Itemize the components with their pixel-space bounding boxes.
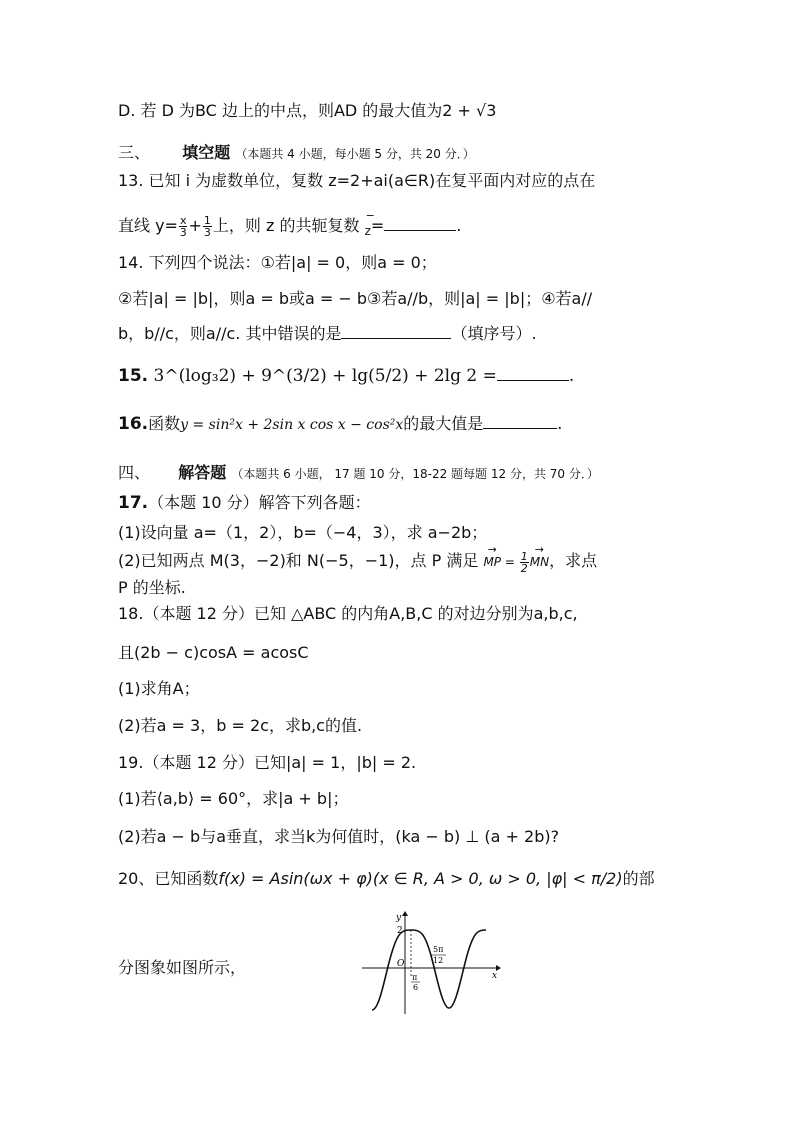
section3-header: 三、 填空题 （本题共 4 小题，每小题 5 分，共 20 分．） — [118, 143, 475, 162]
q20-line1: 20、已知函数f(x) = Asin(ωx + φ)(x ∈ R, A > 0, ω > 0, |φ| < π/2)的部 — [118, 869, 655, 888]
q13-answer-blank[interactable] — [384, 214, 456, 231]
q16: 16.函数y = sin²x + 2sin x cos x − cos²x的最大值是 . — [118, 414, 563, 434]
q14-line3: b，b//c，则a//c. 其中错误的是 （填序号）. — [118, 324, 537, 343]
frac-1-3: $\frac{1}{3}$ — [203, 214, 211, 239]
q17-part2-line2: P 的坐标. — [118, 578, 186, 597]
section3-note: （本题共 4 小题，每小题 5 分，共 20 分．） — [235, 147, 475, 161]
q17-part1: (1)设向量 a=（1，2），b=（−4，3），求 a−2b； — [118, 523, 488, 542]
q15-expression: 3^(log₃2) + 9^(3/2) + lg(5/2) + 2lg 2 = — [153, 366, 497, 386]
y-axis-arrow — [402, 911, 408, 916]
q14-line1: 14. 下列四个说法：①若|a| = 0，则a = 0； — [118, 253, 437, 272]
q16-formula: y = sin²x + 2sin x cos x − cos²x — [180, 417, 404, 433]
origin-label: O — [397, 959, 405, 969]
q20-formula: f(x) = Asin(ωx + φ)(x ∈ R, A > 0, ω > 0, |φ| < π/2) — [218, 869, 623, 888]
y-label: y — [396, 913, 402, 923]
q19-line3: (2)若a − b与a垂直，求当k为何值时，(ka − b) ⊥ (a + 2b)? — [118, 827, 560, 846]
q13-line1: 13. 已知 i 为虚数单位，复数 z=2+ai(a∈R)在复平面内对应的点在 — [118, 171, 596, 190]
function-graph — [360, 910, 502, 1016]
q13-line2: 直线 y= $\frac{x}{3}$ + $\frac{1}{3}$ 上，则 z 的共轭复数 − $_z$= . — [118, 214, 461, 242]
pi6-den: 6 — [413, 983, 419, 992]
q18-line4: (2)若a = 3，b = 2c，求b,c的值. — [118, 716, 363, 735]
q19-line2: (1)若⟨a,b⟩ = 60°，求|a + b|； — [118, 789, 349, 808]
q14-line2: ②若|a| = |b|，则a = b或a = − b③若a//b，则|a| = |b|；④若a// — [118, 289, 593, 308]
fivepi12-den: 12 — [433, 956, 444, 965]
q17-part2: (2)已知两点 M(3，−2)和 N(−5，−1)，点 P 满足 → MP = $\frac{1}{2}$ → MN，求点 — [118, 550, 597, 574]
q18-line2: 且(2b − c)cosA = acosC — [118, 643, 309, 662]
section4-header: 四、 解答题 （本题共 6 小题， 17 题 10 分，18-22 题每题 12 分，共 70 分．） — [118, 463, 599, 482]
sine-curve — [372, 930, 486, 1010]
q16-answer-blank[interactable] — [483, 412, 557, 429]
section4-title: 解答题 — [178, 463, 227, 482]
section3-title: 填空题 — [182, 143, 231, 162]
section4-note: （本题共 6 小题， 17 题 10 分，18-22 题每题 12 分，共 70 分．） — [231, 467, 599, 481]
q15-answer-blank[interactable] — [497, 364, 569, 381]
q17-title: 17.（本题 10 分）解答下列各题： — [118, 493, 371, 513]
q20-line2: 分图象如图所示， — [118, 958, 247, 977]
q18-line1: 18.（本题 12 分）已知 △ABC 的内角A,B,C 的对边分别为a,b,c, — [118, 604, 578, 623]
q19-line1: 19.（本题 12 分）已知|a| = 1，|b| = 2. — [118, 753, 417, 772]
x-label: x — [492, 971, 498, 981]
frac-x-3: $\frac{x}{3}$ — [179, 214, 187, 239]
z-conjugate: − $_z$ — [364, 209, 375, 238]
amplitude-label: 2 — [397, 926, 403, 936]
option-d: D. 若 D 为BC 边上的中点，则AD 的最大值为2 + √3 — [118, 101, 497, 120]
vector-mp-eq: → MP = $\frac{1}{2}$ → MN — [483, 555, 549, 569]
q18-line3: (1)求角A； — [118, 679, 200, 698]
pi6-num: π — [412, 973, 418, 982]
fivepi12-num: 5π — [433, 945, 444, 954]
q15: 15. 3^(log₃2) + 9^(3/2) + lg(5/2) + 2lg 2 = . — [118, 366, 575, 386]
q14-answer-blank[interactable] — [341, 322, 451, 339]
